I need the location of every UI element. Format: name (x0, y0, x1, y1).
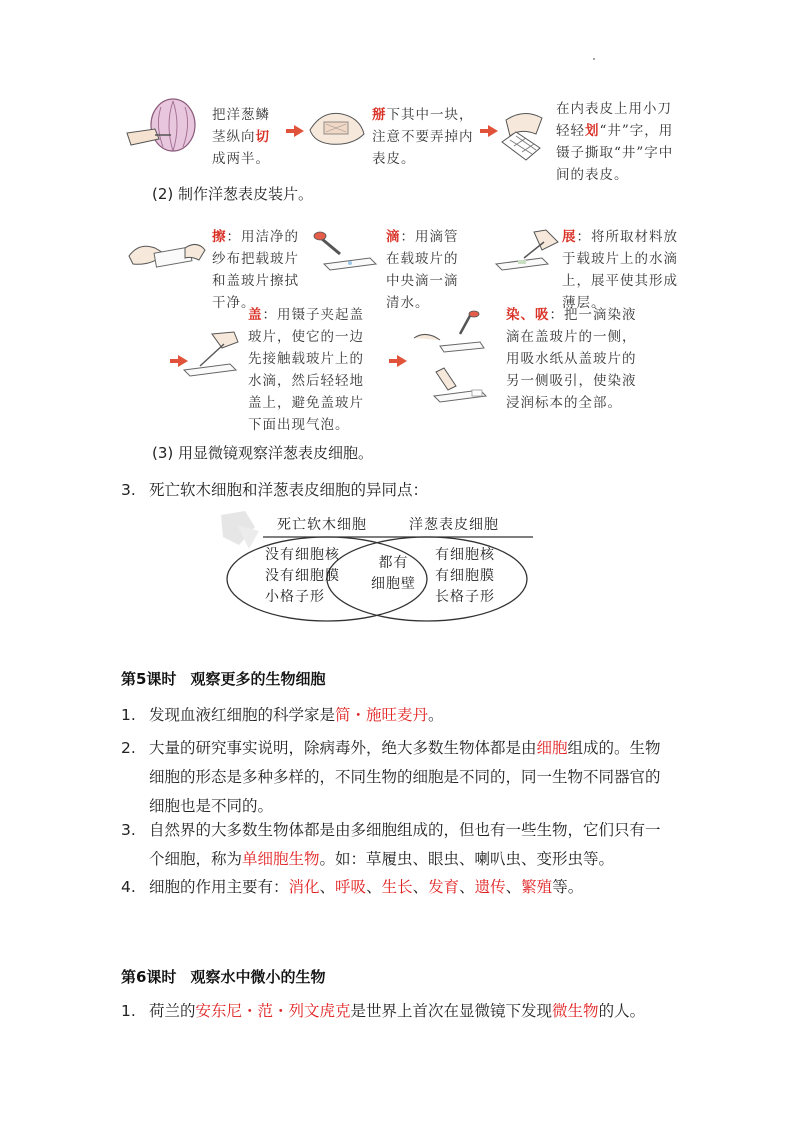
item-text: 发现血液红细胞的科学家是简・施旺麦丹。 (149, 706, 444, 724)
item-number: 3. (121, 821, 136, 839)
tear-scale-illustration (302, 100, 372, 155)
item-text: 自然界的大多数生物体都是由多细胞组成的，但也有一些生物，它们只有一 个细胞，称为单细胞生物。如：草履虫、眼虫、喇叭虫、变形虫等。 (149, 821, 661, 868)
venn-right-line: 有细胞膜 (435, 568, 495, 584)
spread-material-illustration (490, 228, 562, 283)
venn-right-title: 洋葱表皮细胞 (409, 517, 499, 533)
step-cover: 盖：用镊子夹起盖玻片，使它的一边先接触载玻片上的水滴，然后轻轻地盖上，避免盖玻片下面出现气泡。 (248, 307, 364, 433)
scratch-epidermis-illustration (496, 100, 556, 170)
step-cut: 把洋葱鳞茎纵向切成两半。 (212, 107, 270, 167)
subhead-make-slide: (2) 制作洋葱表皮装片。 (152, 185, 314, 203)
venn-right-set (435, 545, 495, 608)
venn-diagram (215, 505, 535, 630)
step-tear: 掰下其中一块，注意不要弄掉内表皮。 (372, 107, 474, 167)
step-wipe: 擦：用洁净的纱布把载玻片和盖玻片擦拭干净。 (212, 229, 299, 311)
venn-intersection (371, 553, 416, 595)
step-drop: 滴：用滴管在载玻片的中央滴一滴清水。 (386, 229, 459, 311)
step-spread: 展：将所取材料放于载玻片上的水滴上，展平使其形成薄层。 (562, 229, 678, 311)
item-number: 1. (121, 706, 136, 724)
item-text: 细胞的作用主要有：消化、呼吸、生长、发育、遗传、繁殖等。 (149, 878, 584, 896)
venn-left-line: 没有细胞膜 (265, 568, 340, 584)
venn-left-title: 死亡软木细胞 (277, 517, 367, 533)
venn-right-line: 长格子形 (435, 589, 495, 605)
lesson5-heading (121, 668, 325, 689)
item-number: 2. (121, 739, 136, 757)
onion-cut-illustration (125, 95, 205, 160)
item-number: 3. (121, 481, 136, 499)
lesson-title: 观察水中微小的生物 (190, 968, 326, 986)
subhead-observe: (3) 用显微镜观察洋葱表皮细胞。 (152, 444, 374, 462)
item-number: 4. (121, 878, 136, 896)
venn-middle-line: 都有 (378, 555, 409, 571)
venn-right-line: 有细胞核 (435, 547, 495, 563)
drop-water-illustration (312, 228, 382, 283)
page-dot (593, 58, 595, 60)
step-scratch: 在内表皮上用小刀轻轻划“井”字，用镊子撕取“井”字中间的表皮。 (556, 101, 674, 183)
step-stain-absorb: 染、吸：把一滴染液滴在盖玻片的一侧，用吸水纸从盖玻片的另一侧吸引，使染液浸润标本的全部。 (506, 307, 637, 411)
item-text: 死亡软木细胞和洋葱表皮细胞的异同点： (149, 481, 429, 499)
lesson6-heading (121, 966, 325, 987)
venn-left-set (265, 545, 340, 608)
arrow-icon (397, 355, 407, 367)
cover-slip-illustration (182, 330, 244, 385)
venn-middle-line: 细胞壁 (371, 576, 416, 592)
venn-left-line: 没有细胞核 (265, 547, 340, 563)
wipe-slide-illustration (125, 232, 210, 282)
lesson-label: 第6课时 (121, 968, 177, 986)
venn-left-line: 小格子形 (265, 589, 325, 605)
stain-absorb-illustration (410, 310, 490, 410)
item-number: 1. (121, 1002, 136, 1020)
lesson-title: 观察更多的生物细胞 (190, 670, 326, 688)
item-text: 大量的研究事实说明，除病毒外，绝大多数生物体都是由细胞组成的。生物 细胞的形态是多种多样的，不同生物的细胞是不同的，同一生物不同器官的 细胞也是不同的。 (149, 739, 661, 815)
item-text: 荷兰的安东尼・范・列文虎克是世界上首次在显微镜下发现微生物的人。 (149, 1002, 646, 1020)
lesson-label: 第5课时 (121, 670, 177, 688)
